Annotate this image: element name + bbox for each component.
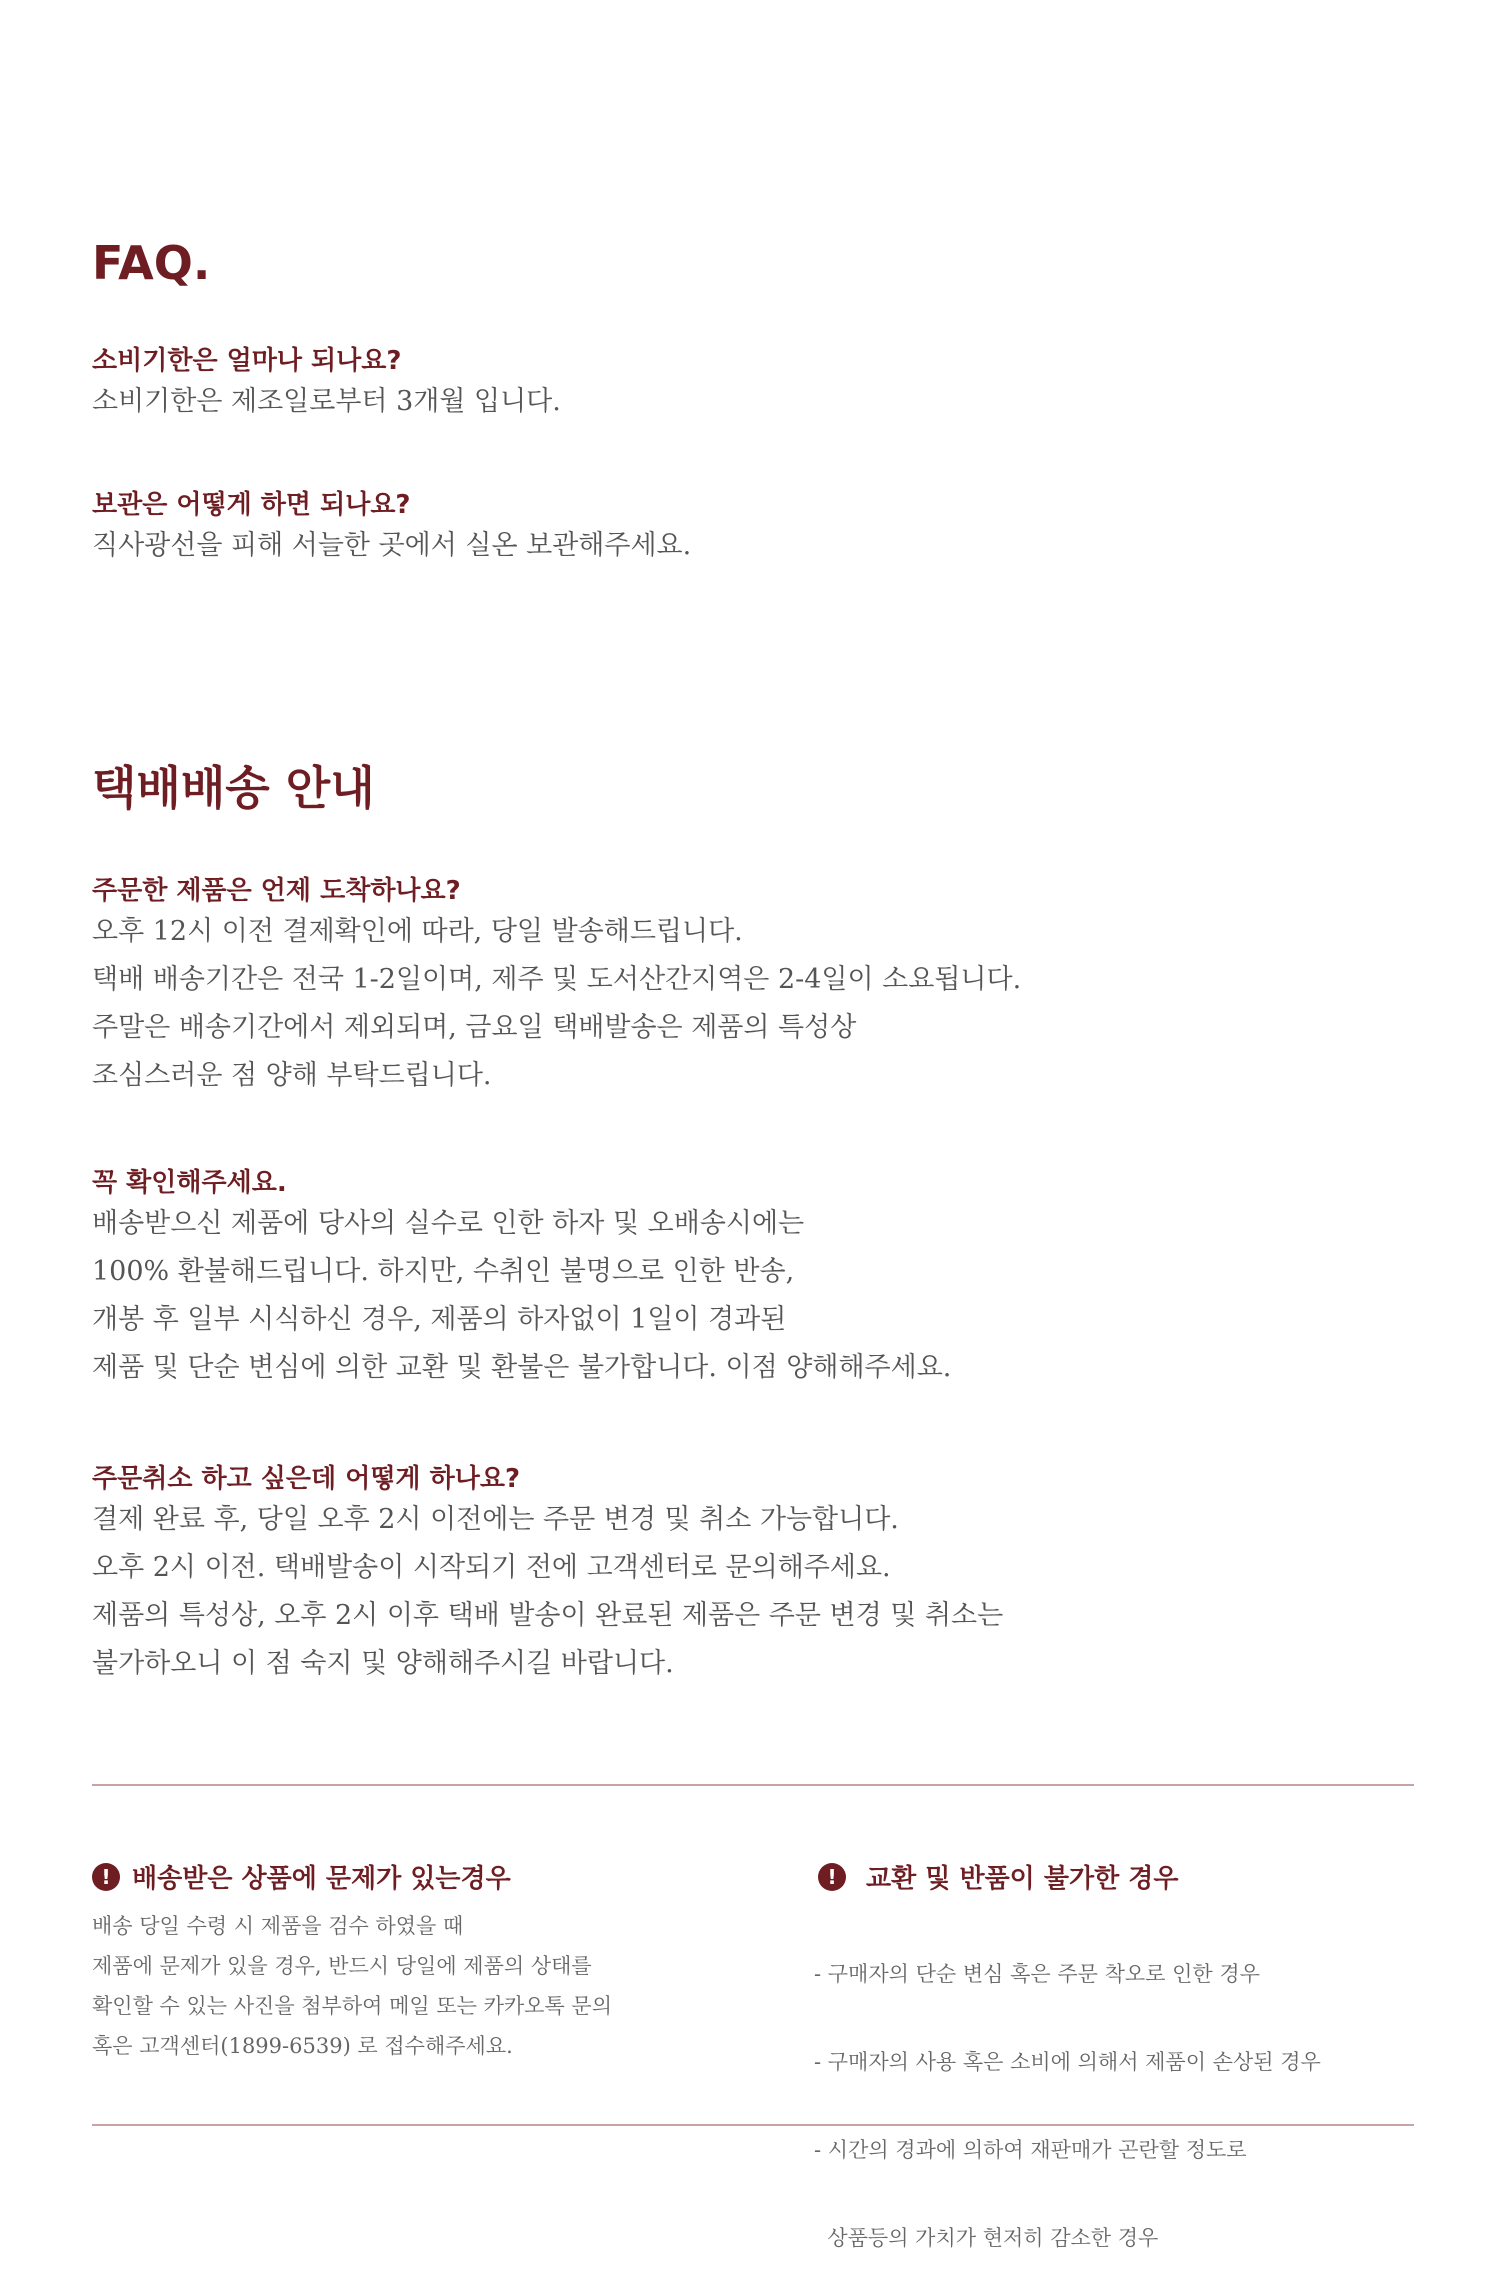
shipping-title: 택배배송 안내 [92,761,375,815]
shipping-question-2: 꼭 확인해주세요. [92,1168,287,1198]
notice-right-title [818,1858,1178,1895]
shipping-answer-1 [92,908,1021,1100]
faq-title: FAQ. [92,236,211,290]
notice-right-text [814,1906,1321,2282]
notice-left-text [92,1906,612,2066]
notice-line: - 구매자의 단순 변심 혹은 주문 착오로 인한 경우 [814,1962,1260,1986]
notice-line: - 구매자의 사용 혹은 소비에 의해서 제품이 손상된 경우 [814,2050,1321,2074]
notice-line: 배송 당일 수령 시 제품을 검수 하였을 때 [92,1914,464,1938]
answer-line: 결제 완료 후, 당일 오후 2시 이전에는 주문 변경 및 취소 가능합니다. [92,1504,899,1535]
answer-line: 직사광선을 피해 서늘한 곳에서 실온 보관해주세요. [92,530,692,561]
divider-top [92,1784,1414,1786]
shipping-answer-3 [92,1496,1003,1688]
notice-left-title-text: 배송받은 상품에 문제가 있는경우 [132,1864,511,1894]
answer-line: 제품 및 단순 변심에 의한 교환 및 환불은 불가합니다. 이점 양해해주세요. [92,1352,952,1383]
alert-icon: ! [92,1863,120,1891]
notice-line: 제품에 문제가 있을 경우, 반드시 당일에 제품의 상태를 [92,1954,592,1978]
answer-line: 주말은 배송기간에서 제외되며, 금요일 택배발송은 제품의 특성상 [92,1012,857,1043]
notice-line: 혹은 고객센터(1899-6539) 로 접수해주세요. [92,2034,513,2058]
answer-line: 제품의 특성상, 오후 2시 이후 택배 발송이 완료된 제품은 주문 변경 및 취소는 [92,1600,1004,1631]
faq-question-1: 소비기한은 얼마나 되나요? [92,346,402,376]
answer-line: 소비기한은 제조일로부터 3개월 입니다. [92,386,561,417]
notice-line: 상품등의 가치가 현저히 감소한 경우 [814,2226,1159,2250]
answer-line: 100% 환불해드립니다. 하지만, 수취인 불명으로 인한 반송, [92,1256,795,1287]
notice-left-title [92,1858,511,1895]
notice-line: - 시간의 경과에 의하여 재판매가 곤란할 정도로 [814,2138,1247,2162]
faq-answer-2 [92,522,691,570]
answer-line: 개봉 후 일부 시식하신 경우, 제품의 하자없이 1일이 경과된 [92,1304,787,1335]
notice-line: 확인할 수 있는 사진을 첨부하여 메일 또는 카카오톡 문의 [92,1994,612,2018]
answer-line: 오후 2시 이전. 택배발송이 시작되기 전에 고객센터로 문의해주세요. [92,1552,891,1583]
shipping-question-1: 주문한 제품은 언제 도착하나요? [92,876,461,906]
alert-icon: ! [818,1863,846,1891]
answer-line: 불가하오니 이 점 숙지 및 양해해주시길 바랍니다. [92,1648,674,1679]
faq-answer-1 [92,378,561,426]
answer-line: 배송받으신 제품에 당사의 실수로 인한 하자 및 오배송시에는 [92,1208,805,1239]
answer-line: 택배 배송기간은 전국 1-2일이며, 제주 및 도서산간지역은 2-4일이 소요됩니다. [92,964,1022,995]
shipping-question-3: 주문취소 하고 싶은데 어떻게 하나요? [92,1464,521,1494]
shipping-answer-2 [92,1200,951,1392]
divider-bottom [92,2124,1414,2126]
answer-line: 오후 12시 이전 결제확인에 따라, 당일 발송해드립니다. [92,916,743,947]
notice-right-title-text: 교환 및 반품이 불가한 경우 [866,1864,1179,1894]
answer-line: 조심스러운 점 양해 부탁드립니다. [92,1060,492,1091]
faq-question-2: 보관은 어떻게 하면 되나요? [92,490,411,520]
